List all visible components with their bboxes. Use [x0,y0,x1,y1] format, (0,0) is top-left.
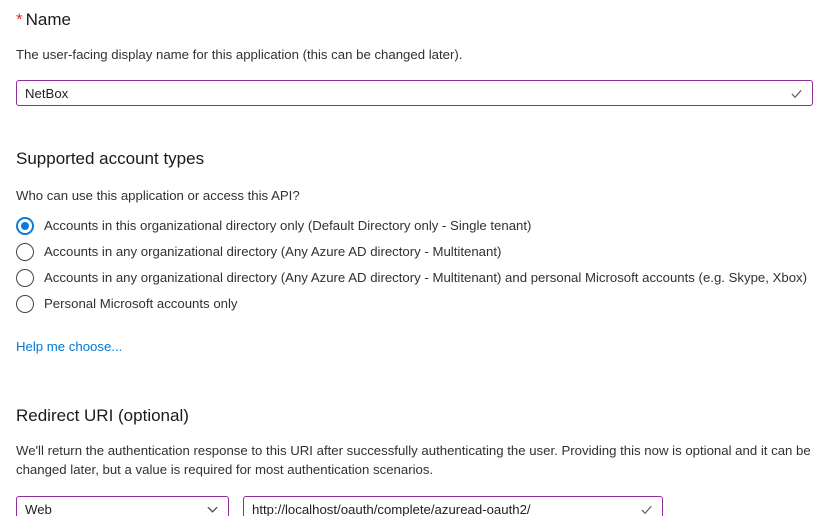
radio-option-label[interactable]: Accounts in this organizational directory only (Default Directory only - Single tenant) [44,218,532,233]
name-section-title [16,10,813,30]
radio-button-icon[interactable] [16,269,34,287]
account-types-section [16,149,813,356]
redirect-uri-controls [16,496,813,516]
radio-button-icon[interactable] [16,295,34,313]
radio-button-icon[interactable] [16,217,34,235]
radio-option-label[interactable]: Accounts in any organizational directory (Any Azure AD directory - Multitenant) and personal Microsoft accounts (e.g. Skype, Xbox) [44,270,808,285]
platform-select-value: Web [25,501,52,516]
radio-option-label[interactable]: Accounts in any organizational directory (Any Azure AD directory - Multitenant) [44,244,502,259]
redirect-uri-section [16,406,813,516]
redirect-uri-input[interactable] [252,502,631,516]
radio-button-icon[interactable] [16,243,34,261]
account-types-question: Who can use this application or access this API? [16,188,300,203]
name-input[interactable] [25,86,781,101]
radio-option-personal-only[interactable] [16,291,813,317]
name-input-container [16,80,813,106]
name-description: The user-facing display name for this application (this can be changed later). [16,47,463,62]
chevron-down-icon [205,502,220,516]
name-section [16,10,813,106]
redirect-uri-input-container [243,496,663,516]
platform-select[interactable] [16,496,229,516]
required-marker: * [16,10,23,29]
radio-option-multitenant[interactable] [16,239,813,265]
account-types-title: Supported account types [16,149,205,168]
name-section-title-text: Name [25,10,71,29]
redirect-uri-title: Redirect URI (optional) [16,406,189,425]
checkmark-icon [789,86,804,101]
redirect-uri-description: We'll return the authentication response to this URI after successfully authenticating the user. Providing this now is optional and it can be changed later, but a value is required for most authentication scenarios. [16,443,811,477]
radio-option-multitenant-personal[interactable] [16,265,813,291]
help-me-choose-link[interactable]: Help me choose... [16,339,123,354]
radio-option-single-tenant[interactable] [16,213,813,239]
radio-option-label[interactable]: Personal Microsoft accounts only [44,296,238,311]
account-types-radio-group [16,213,813,317]
checkmark-icon [639,502,654,516]
